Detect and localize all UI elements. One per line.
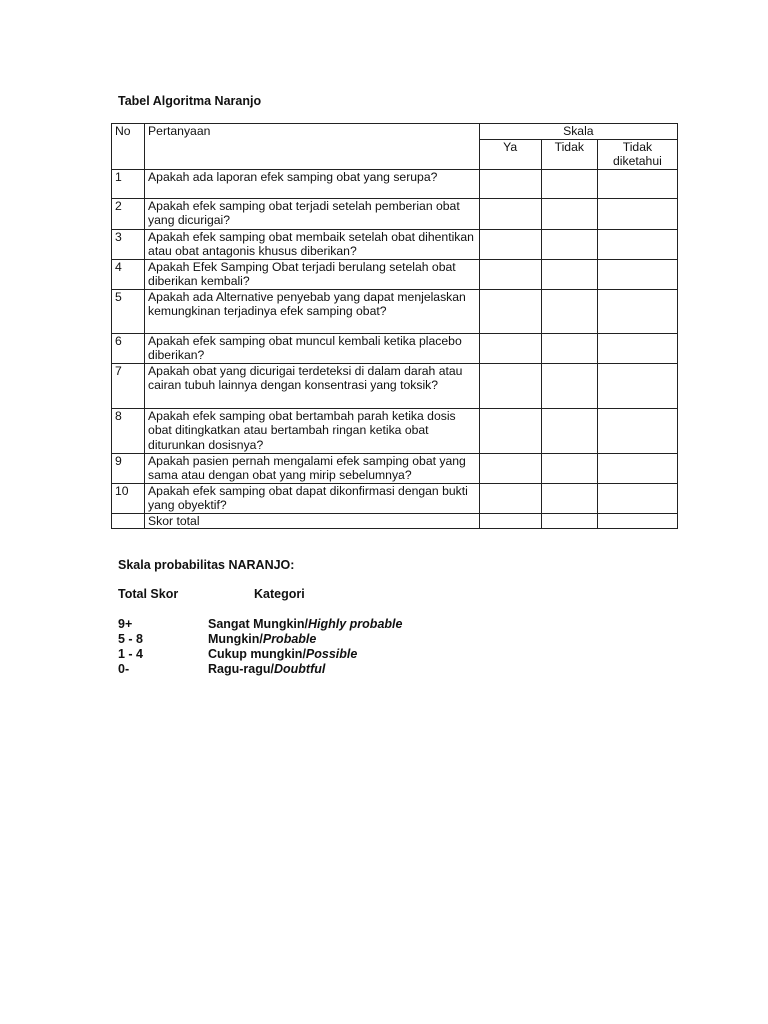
row-question: Apakah ada laporan efek samping obat yang serupa?: [145, 169, 480, 198]
answer-yes-cell[interactable]: [479, 363, 541, 408]
answer-no-cell[interactable]: [541, 169, 597, 198]
answer-yes-cell[interactable]: [479, 408, 541, 453]
answer-no-cell[interactable]: [541, 229, 597, 259]
row-number: 2: [112, 198, 145, 229]
page-title: Tabel Algoritma Naranjo: [118, 94, 262, 108]
answer-yes-cell[interactable]: [479, 333, 541, 363]
row-question: Apakah ada Alternative penyebab yang dapat menjelaskan kemungkinan terjadinya efek samping obat?: [145, 289, 480, 333]
row-question: Apakah efek samping obat dapat dikonfirmasi dengan bukti yang obyektif?: [145, 483, 480, 513]
answer-unknown-cell[interactable]: [597, 453, 677, 483]
answer-yes-cell[interactable]: [479, 453, 541, 483]
answer-unknown-cell[interactable]: [597, 333, 677, 363]
row-question: Apakah Efek Samping Obat terjadi berulang setelah obat diberikan kembali?: [145, 259, 480, 289]
row-number: 8: [112, 408, 145, 453]
answer-unknown-cell[interactable]: [597, 259, 677, 289]
table-row: [112, 198, 678, 229]
row-number: 6: [112, 333, 145, 363]
answer-unknown-cell[interactable]: [597, 229, 677, 259]
answer-no-cell[interactable]: [541, 408, 597, 453]
row-question: Apakah efek samping obat bertambah parah ketika dosis obat ditingkatkan atau bertambah ringan ketika obat diturunkan dosisnya?: [145, 408, 480, 453]
scale-header-score: Total Skor: [118, 587, 179, 601]
total-no-cell[interactable]: [541, 513, 597, 529]
answer-yes-cell[interactable]: [479, 289, 541, 333]
row-number: 5: [112, 289, 145, 333]
scale-category-en: Possible: [305, 647, 358, 661]
answer-no-cell[interactable]: [541, 453, 597, 483]
table-row: [112, 229, 678, 259]
row-number: 4: [112, 259, 145, 289]
answer-no-cell[interactable]: [541, 483, 597, 513]
total-row: [112, 513, 678, 529]
row-number: 3: [112, 229, 145, 259]
header-tidak: Tidak: [541, 139, 597, 169]
answer-no-cell[interactable]: [541, 289, 597, 333]
table-row: [112, 333, 678, 363]
scale-item: [118, 662, 518, 677]
table-row: [112, 453, 678, 483]
row-number: 7: [112, 363, 145, 408]
scale-score: 0-: [118, 662, 130, 676]
table-row: [112, 408, 678, 453]
scale-category-en: Doubtful: [273, 662, 326, 676]
answer-yes-cell[interactable]: [479, 198, 541, 229]
scale-category: Cukup mungkin/: [208, 647, 306, 661]
naranjo-table: [111, 123, 678, 529]
header-question: Pertanyaan: [145, 124, 480, 170]
scale-item: [118, 632, 518, 647]
answer-unknown-cell[interactable]: [597, 169, 677, 198]
row-number: 10: [112, 483, 145, 513]
row-question: Apakah efek samping obat terjadi setelah pemberian obat yang dicurigai?: [145, 198, 480, 229]
answer-no-cell[interactable]: [541, 259, 597, 289]
scale-item: [118, 647, 518, 662]
row-question: Apakah obat yang dicurigai terdeteksi di dalam darah atau cairan tubuh lainnya dengan konsentrasi yang toksik?: [145, 363, 480, 408]
scale-category: Sangat Mungkin/: [208, 617, 308, 631]
row-question: Apakah pasien pernah mengalami efek samping obat yang sama atau dengan obat yang mirip sebelumnya?: [145, 453, 480, 483]
scale-title: Skala probabilitas NARANJO:: [118, 558, 295, 572]
scale-score: 1 - 4: [118, 647, 144, 661]
scale-category-en: Probable: [262, 632, 317, 646]
total-unknown-cell[interactable]: [597, 513, 677, 529]
answer-no-cell[interactable]: [541, 363, 597, 408]
answer-yes-cell[interactable]: [479, 259, 541, 289]
row-question: Apakah efek samping obat muncul kembali ketika placebo diberikan?: [145, 333, 480, 363]
table-row: [112, 259, 678, 289]
scale-header-category: Kategori: [254, 587, 305, 601]
table-row: [112, 483, 678, 513]
answer-no-cell[interactable]: [541, 333, 597, 363]
answer-unknown-cell[interactable]: [597, 483, 677, 513]
answer-yes-cell[interactable]: [479, 169, 541, 198]
total-yes-cell[interactable]: [479, 513, 541, 529]
total-empty-cell: [112, 513, 145, 529]
table-row: [112, 169, 678, 198]
scale-category-en: Highly probable: [308, 617, 403, 631]
scale-score: 9+: [118, 617, 133, 631]
answer-unknown-cell[interactable]: [597, 363, 677, 408]
table-row: [112, 289, 678, 333]
scale-item: [118, 617, 518, 632]
row-number: 9: [112, 453, 145, 483]
header-yes: Ya: [479, 139, 541, 169]
scale-category: Mungkin/: [208, 632, 263, 646]
header-scale: Skala: [479, 124, 677, 140]
answer-unknown-cell[interactable]: [597, 198, 677, 229]
table-row: [112, 363, 678, 408]
total-label: Skor total: [145, 513, 480, 529]
answer-yes-cell[interactable]: [479, 483, 541, 513]
answer-yes-cell[interactable]: [479, 229, 541, 259]
row-question: Apakah efek samping obat membaik setelah obat dihentikan atau obat antagonis khusus diberikan?: [145, 229, 480, 259]
scale-score: 5 - 8: [118, 632, 144, 646]
answer-unknown-cell[interactable]: [597, 289, 677, 333]
scale-category: Ragu-ragu/: [208, 662, 274, 676]
answer-unknown-cell[interactable]: [597, 408, 677, 453]
header-tidak-diketahui: Tidak diketahui: [597, 139, 677, 169]
row-number: 1: [112, 169, 145, 198]
header-no: No: [112, 124, 145, 170]
answer-no-cell[interactable]: [541, 198, 597, 229]
